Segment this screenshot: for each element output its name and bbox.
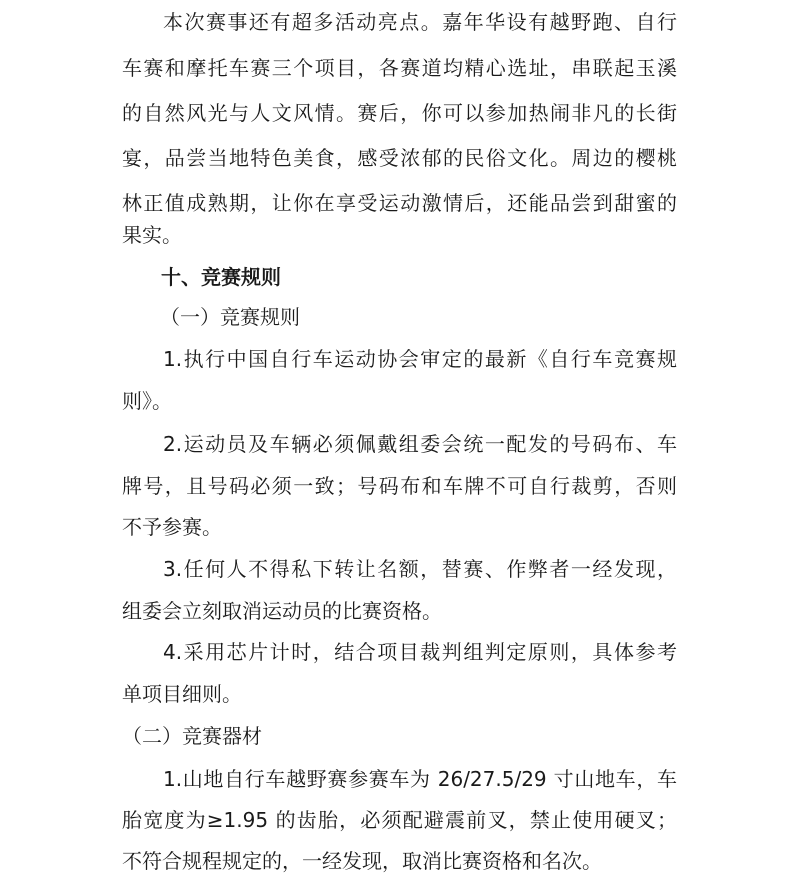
- rule-4-line-2: 单项目细则。: [122, 682, 242, 706]
- section-heading: 十、竞赛规则: [161, 265, 281, 289]
- intro-line-1: 本次赛事还有超多活动亮点。嘉年华设有越野跑、自行: [163, 10, 677, 34]
- intro-line-2: 车赛和摩托车赛三个项目，各赛道均精心选址，串联起玉溪: [122, 56, 677, 80]
- rule-1-line-2: 则》。: [122, 389, 172, 413]
- rule-2-line-1: 2.运动员及车辆必须佩戴组委会统一配发的号码布、车: [163, 432, 677, 456]
- intro-line-6: 果实。: [122, 223, 182, 247]
- intro-line-3: 的自然风光与人文风情。赛后，你可以参加热闹非凡的长街: [122, 101, 677, 125]
- rule-3-line-2: 组委会立刻取消运动员的比赛资格。: [122, 599, 442, 623]
- subsection-heading-equipment: （二）竞赛器材: [122, 724, 262, 748]
- subsection-heading-rules: （一）竞赛规则: [160, 305, 300, 329]
- rule-1-line-1: 1.执行中国自行车运动协会审定的最新《自行车竞赛规: [163, 347, 677, 371]
- rule-4-line-1: 4.采用芯片计时，结合项目裁判组判定原则，具体参考: [163, 640, 677, 664]
- rule-2-line-2: 牌号，且号码必须一致；号码布和车牌不可自行裁剪，否则: [122, 474, 677, 498]
- intro-line-5: 林正值成熟期，让你在享受运动激情后，还能品尝到甜蜜的: [122, 191, 677, 215]
- equipment-1-line-2: 胎宽度为≥1.95 的齿胎，必须配避震前叉，禁止使用硬叉；: [122, 808, 677, 832]
- rule-3-line-1: 3.任何人不得私下转让名额，替赛、作弊者一经发现，: [163, 557, 677, 581]
- equipment-1-line-3: 不符合规程规定的，一经发现，取消比赛资格和名次。: [122, 849, 602, 873]
- rule-2-line-3: 不予参赛。: [122, 515, 222, 539]
- intro-line-4: 宴，品尝当地特色美食，感受浓郁的民俗文化。周边的樱桃: [122, 146, 677, 170]
- equipment-1-line-1: 1.山地自行车越野赛参赛车为 26/27.5/29 寸山地车，车: [163, 767, 677, 791]
